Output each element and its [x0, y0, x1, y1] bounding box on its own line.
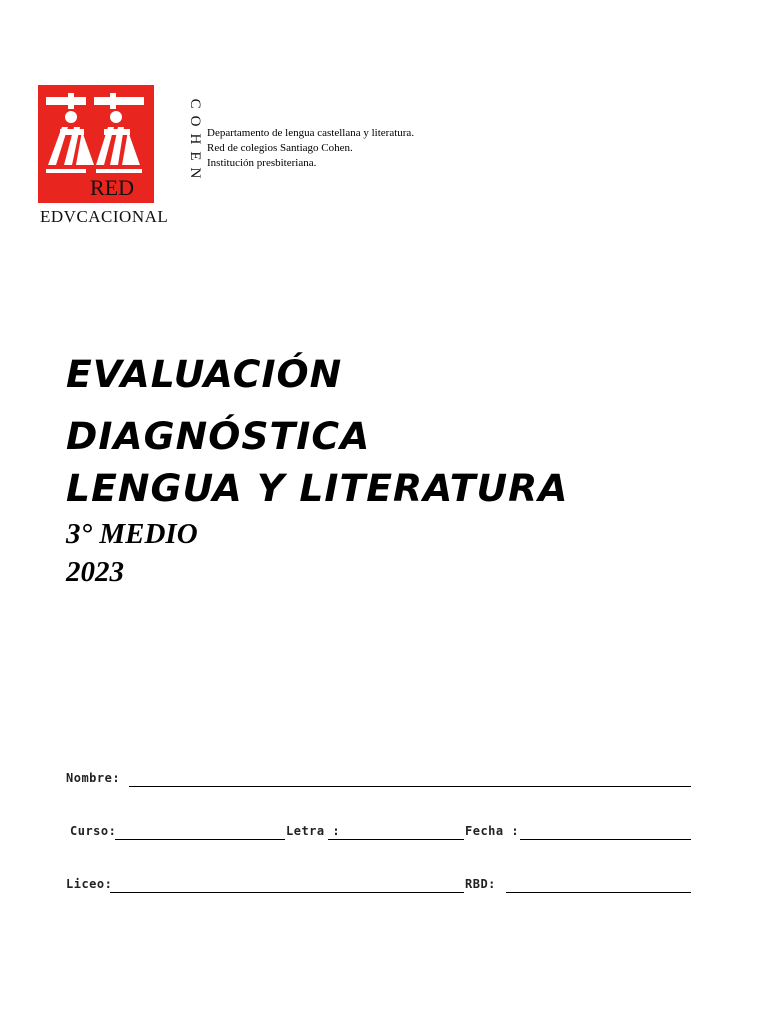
- fecha-label: Fecha :: [465, 824, 520, 838]
- grade-year: 2023: [66, 556, 124, 588]
- title-line-2: DIAGNÓSTICA: [66, 415, 371, 458]
- title-line-3: LENGUA Y LITERATURA: [66, 467, 569, 510]
- school-logo: [38, 85, 203, 233]
- logo-red-text: RED: [90, 175, 134, 200]
- curso-row: [66, 824, 691, 844]
- rbd-label: RBD:: [465, 877, 496, 891]
- curso-field[interactable]: [115, 839, 285, 840]
- network-line: Red de colegios Santiago Cohen.: [207, 142, 353, 154]
- logo-cohen-text: COHEN: [187, 98, 203, 186]
- grade-block: [66, 515, 198, 591]
- nombre-field[interactable]: [129, 786, 691, 787]
- letra-field[interactable]: [328, 839, 464, 840]
- grade-level: 3° MEDIO: [66, 518, 198, 550]
- logo-edvcacional-text: EDVCACIONAL: [40, 207, 169, 226]
- liceo-field[interactable]: [110, 892, 464, 893]
- department-line: Departamento de lengua castellana y literatura.: [207, 127, 415, 139]
- department-header: [207, 126, 414, 171]
- title-line-1: EVALUACIÓN: [66, 353, 343, 396]
- liceo-label: Liceo:: [66, 877, 113, 891]
- curso-label: Curso:: [70, 824, 117, 838]
- rbd-field[interactable]: [506, 892, 691, 893]
- nombre-row: [66, 771, 691, 791]
- fecha-field[interactable]: [520, 839, 691, 840]
- liceo-row: [66, 877, 691, 897]
- institution-line: Institución presbiteriana.: [207, 157, 317, 169]
- nombre-label: Nombre:: [66, 771, 121, 785]
- letra-label: Letra :: [286, 824, 341, 838]
- document-title: [66, 348, 568, 516]
